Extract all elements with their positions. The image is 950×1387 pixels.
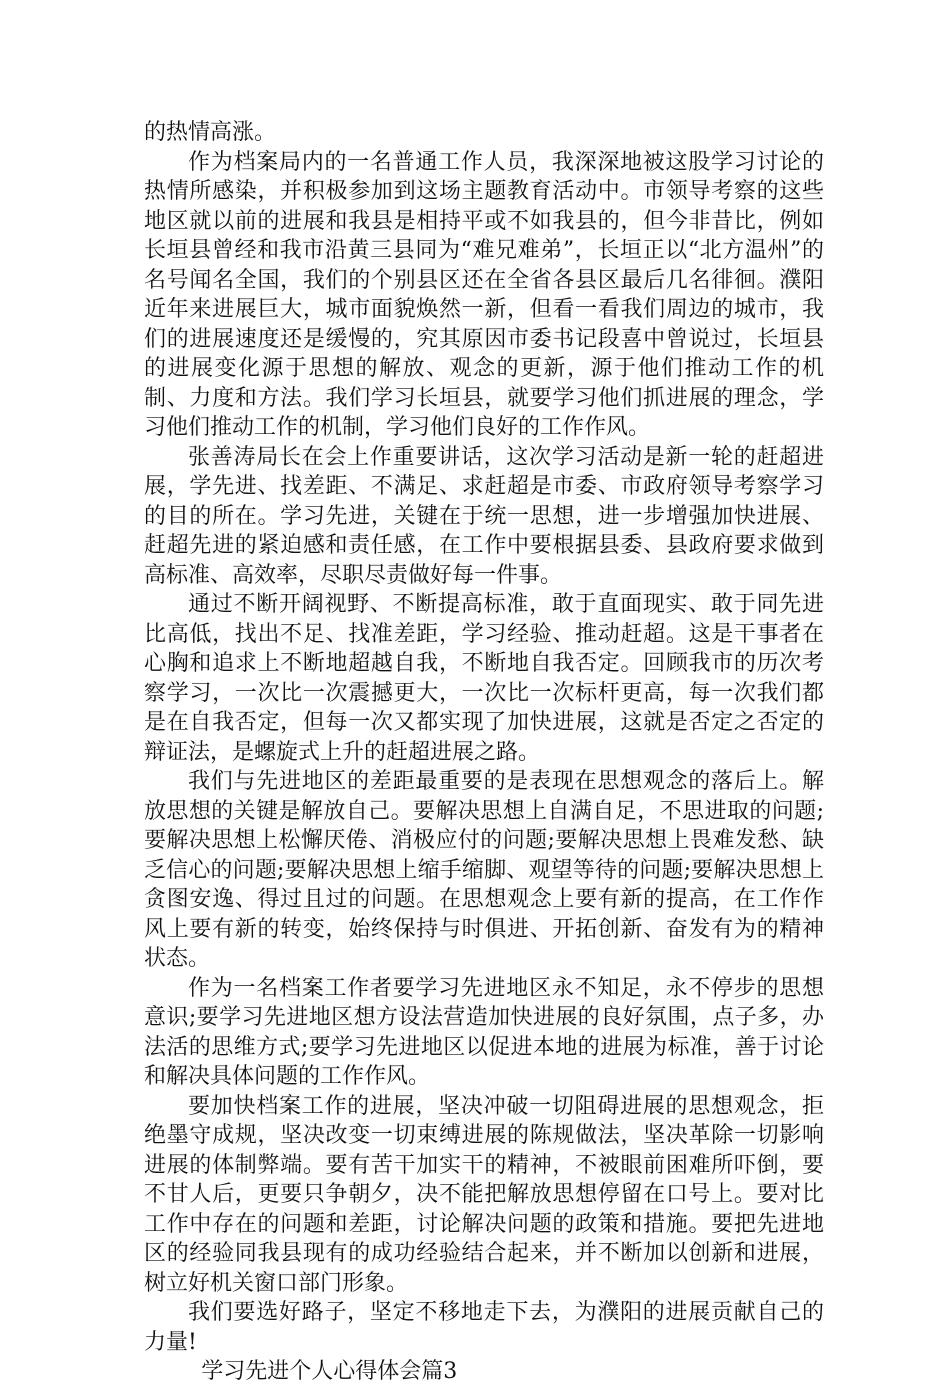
paragraph-director-speech: 张善涛局长在会上作重要讲话，这次学习活动是新一轮的赶超进展，学先进、找差距、不满足、求赶超是市委、市政府领导考察学习的目的所在。学习先进，关键在于统一思想，进一步增强加快进展、赶超先进的紧迫感和责任感，在工作中要根据县委、县政府要求做到高标准、高效率，尽职尽责做好每一件事。 [144, 444, 824, 588]
paragraph-accelerate-work: 要加快档案工作的进展，坚决冲破一切阻碍进展的思想观念，拒绝墨守成规，坚决改变一切束缚进展的陈规做法，坚决革除一切影响进展的体制弊端。要有苦干加实干的精神，不被眼前困难所吓倒，要不甘人后，更要只争朝夕，决不能把解放思想停留在口号上。要对比工作中存在的问题和差距，讨论解决问题的政策和措施。要把先进地区的经验同我县现有的成功经验结合起来，并不断加以创新和进展，树立好机关窗口部门形象。 [144, 1093, 824, 1296]
document-page [144, 118, 824, 1387]
paragraph-archive-staff: 作为档案局内的一名普通工作人员，我深深地被这股学习讨论的热情所感染，并积极参加到这场主题教育活动中。市领导考察的这些地区就以前的进展和我县是相持平或不如我县的，但今非昔比，例如长垣县曾经和我市沿黄三县同为“难兄难弟”，长垣正以“北方温州”的名号闻名全国，我们的个别县区还在全省各县区最后几名徘徊。濮阳近年来进展巨大，城市面貌焕然一新，但看一看我们周边的城市，我们的进展速度还是缓慢的，究其原因市委书记段喜中曾说过，长垣县的进展变化源于思想的解放、观念的更新，源于他们推动工作的机制、力度和方法。我们学习长垣县，就要学习他们抓进展的理念，学习他们推动工作的机制，学习他们良好的工作作风。 [144, 149, 824, 440]
section-heading: 学习先进个人心得体会篇3 [201, 1359, 458, 1384]
paragraph-continuation: 的热情高涨。 [144, 120, 277, 145]
paragraph-ideology-gap: 我们与先进地区的差距最重要的是表现在思想观念的落后上。解放思想的关键是解放自己。要解决思想上自满自足，不思进取的问题;要解决思想上松懈厌倦、消极应付的问题;要解决思想上畏难发愁、缺乏信心的问题;要解决思想上缩手缩脚、观望等待的问题;要解决思想上贪图安逸、得过且过的问题。在思想观念上要有新的提高，在工作作风上要有新的转变，始终保持与时俱进、开拓创新、奋发有为的精神状态。 [144, 769, 824, 971]
paragraph-broaden-vision: 通过不断开阔视野、不断提高标准，敢于直面现实、敢于同先进比高低，找出不足、找准差距，学习经验、推动赶超。这是干事者在心胸和追求上不断地超越自我，不断地自我否定。回顾我市的历次考察学习，一次比一次震撼更大，一次比一次标杆更高，每一次我们都是在自我否定，但每一次又都实现了加快进展，这就是否定之否定的辩证法，是螺旋式上升的赶超进展之路。 [144, 592, 824, 765]
paragraph-archive-worker: 作为一名档案工作者要学习先进地区永不知足，永不停步的思想意识;要学习先进地区想方设法营造加快进展的良好氛围，点子多，办法活的思维方式;要学习先进地区以促进本地的进展为标准，善于讨论和解决具体问题的工作作风。 [144, 975, 824, 1089]
paragraph-closing: 我们要选好路子，坚定不移地走下去，为濮阳的进展贡献自己的力量! [144, 1300, 824, 1355]
